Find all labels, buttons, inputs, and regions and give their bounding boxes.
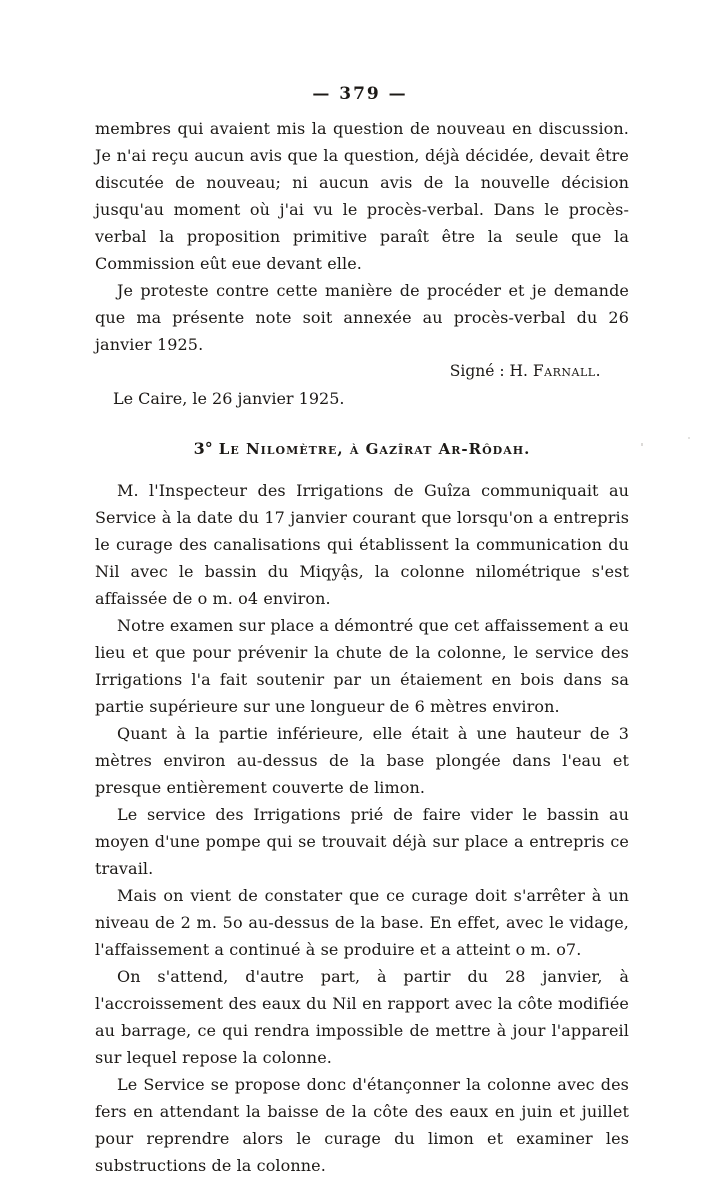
signature-prefix: Signé : H. <box>449 362 533 380</box>
signature-name: Farnall. <box>532 362 601 380</box>
text-block <box>95 115 629 1179</box>
section-number: 3° <box>193 439 213 458</box>
body-paragraph: Notre examen sur place a démontré que cet affaissement a eu lieu et que pour prévenir la chute de la colonne, le service des Irrigations l'a fait soutenir par un étaiement en bois dans sa partie supérieure sur une longueur de 6 mètres environ. <box>95 616 629 716</box>
page-number: — 379 — <box>312 84 408 104</box>
scan-speck-artifact <box>688 437 690 439</box>
signature-line <box>95 358 629 385</box>
body-paragraph: M. l'Inspecteur des Irrigations de Guîza communiquait au Service à la date du 17 janvier courant que lorsqu'on a entrepris le curage des canalisations qui établissent la communication du Nil avec le bassin du Miqyậs, la colonne nilométrique s'est affaissée de o m. o4 environ. <box>95 481 629 608</box>
body-paragraph: On s'attend, d'autre part, à partir du 28 janvier, à l'accroissement des eaux du Nil en rapport avec la côte modifiée au barrage, ce qui rendra impossible de mettre à jour l'appareil sur lequel repose la colonne. <box>95 967 629 1067</box>
body-paragraph: Le service des Irrigations prié de faire vider le bassin au moyen d'une pompe qui se trouvait déjà sur place a entrepris ce travail. <box>95 805 629 878</box>
body-paragraph: Le Service se propose donc d'étançonner la colonne avec des fers en attendant la baisse de la côte des eaux en juin et juillet pour reprendre alors le curage du limon et examiner les substructions de la colonne. <box>95 1075 629 1175</box>
section-heading <box>95 438 629 460</box>
body-paragraph: Je proteste contre cette manière de procéder et je demande que ma présente note soit annexée au procès-verbal du 26 janvier 1925. <box>95 281 629 354</box>
body-paragraph: membres qui avaient mis la question de nouveau en discussion. Je n'ai reçu aucun avis que la question, déjà décidée, devait être discutée de nouveau; ni aucun avis de la nouvelle décision jusqu'au moment où j'ai vu le procès-verbal. Dans le procès-verbal la proposition primitive paraît être la seule que la Commission eût eue devant elle. <box>95 119 629 273</box>
scan-speck-artifact <box>641 443 643 446</box>
dateline: Le Caire, le 26 janvier 1925. <box>113 389 345 408</box>
body-paragraph: Mais on vient de constater que ce curage doit s'arrêter à un niveau de 2 m. 5o au-dessus de la base. En effet, avec le vidage, l'affaissement a continué à se produire et a atteint o m. o7. <box>95 886 629 959</box>
section-title: Le Nilomètre, à Gazîrat Ar-Rôdah. <box>218 440 531 458</box>
body-paragraph: Quant à la partie inférieure, elle était à une hauteur de 3 mètres environ au-dessus de la base plongée dans l'eau et presque entièrement couverte de limon. <box>95 724 629 797</box>
